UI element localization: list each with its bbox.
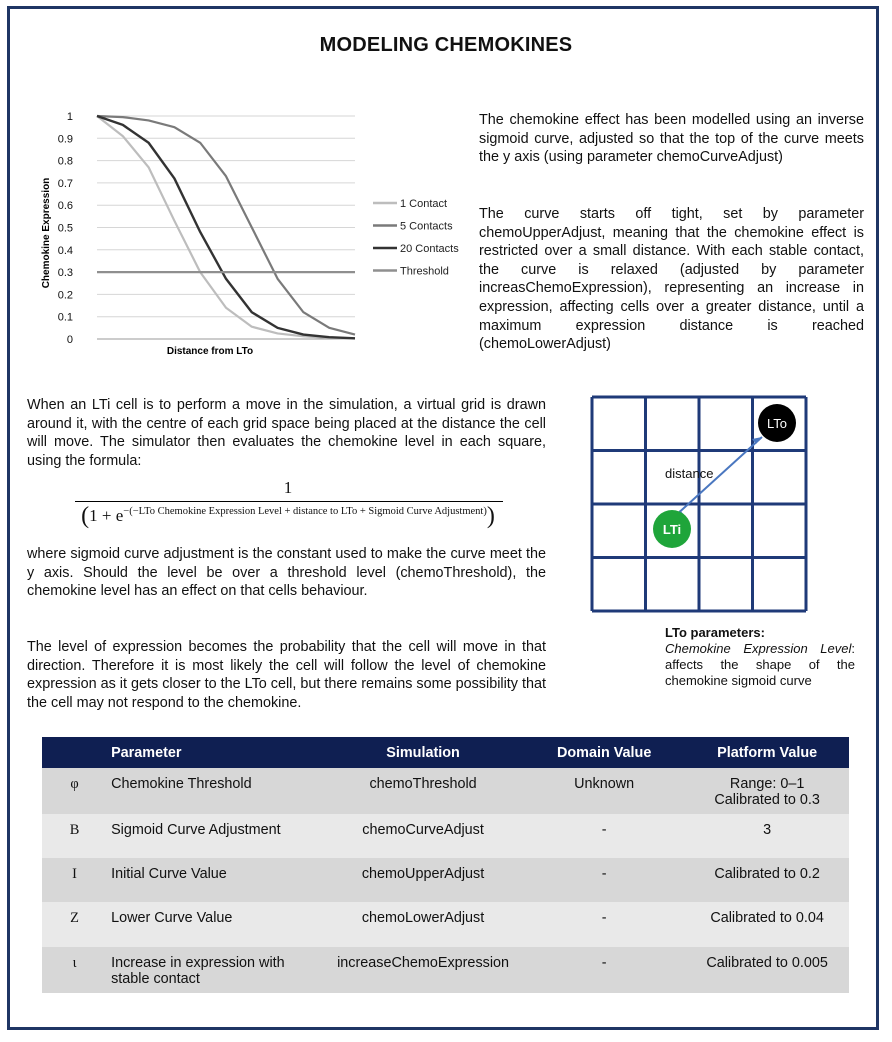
lto-parameter-text: : affects the shape of the chemokine sigmoid curve [665, 641, 855, 688]
cell-platform-value: Range: 0–1 Calibrated to 0.3 [685, 768, 849, 814]
cell-domain-value: Unknown [523, 768, 685, 814]
chart-y-tick-label: 0 [66, 334, 73, 346]
lto-parameter-term: Chemokine Expression Level [665, 641, 852, 656]
chart-y-tick-label: 0.9 [57, 133, 73, 146]
table-row [42, 768, 849, 814]
cell-simulation: increaseChemoExpression [323, 947, 523, 993]
cell-domain-value: - [523, 814, 685, 858]
table-row [42, 902, 849, 947]
cell-parameter: Sigmoid Curve Adjustment [107, 814, 323, 858]
chart-y-ticks [58, 111, 73, 346]
legend-label: 20 Contacts [400, 243, 459, 255]
cell-simulation: chemoThreshold [323, 768, 523, 814]
formula-numerator: 1 [283, 478, 293, 497]
paragraph-probability: The level of expression becomes the probability that the cell will move in that direction. Therefore it is most likely the cell will follow the level of chemokine expression as it gets closer to the LTo cell, but there remains some possibility that the cell may not respond to the chemokine. [27, 639, 546, 711]
paragraph-curve-model: The chemokine effect has been modelled using an inverse sigmoid curve, adjusted so that the top of the curve meets the y axis (using parameter chemoCurveAdjust) [479, 112, 864, 166]
cell-platform-value: 3 [685, 814, 849, 858]
cell-simulation: chemoLowerAdjust [323, 902, 523, 947]
cell-parameter: Initial Curve Value [107, 858, 323, 902]
formula-exponent: −(−LTo Chemokine Expression Level + distance to LTo + Sigmoid Curve Adjustment) [123, 506, 487, 517]
cell-platform-value: Calibrated to 0.005 [685, 947, 849, 993]
chart-x-axis-label: Distance from LTo [166, 346, 254, 357]
lto-label: LTo [767, 416, 787, 431]
cell-symbol: ι [42, 947, 107, 993]
cell-simulation: chemoCurveAdjust [323, 814, 523, 858]
header-parameter: Parameter [107, 737, 323, 768]
chemokine-formula [73, 478, 503, 530]
cell-parameter: Lower Curve Value [107, 902, 323, 947]
formula-fraction-bar [75, 501, 503, 502]
formula-denominator: $(1 + e^{-(-LTo Chemokine Expression Level + distance to LTo + Sigmoid Curve Adjustment)})$ [81, 503, 495, 529]
cell-symbol: Ζ [42, 902, 107, 947]
chart-y-tick-label: 0.1 [57, 311, 73, 324]
paragraph-virtual-grid: When an LTi cell is to perform a move in the simulation, a virtual grid is drawn around it, with the centre of each grid space being placed at the distance the cell will move. The simulator then evaluates the chemokine level in each square, using the formula: [27, 397, 546, 469]
chart-legend [373, 198, 459, 278]
distance-label: distance [665, 466, 714, 481]
chart-gridlines [97, 116, 355, 339]
table-row [42, 814, 849, 858]
cell-symbol: φ [42, 768, 107, 814]
cell-simulation: chemoUpperAdjust [323, 858, 523, 902]
header-domain-value: Domain Value [523, 737, 685, 768]
header-symbol [42, 737, 107, 768]
chart-y-tick-label: 0.5 [57, 222, 73, 235]
cell-domain-value: - [523, 902, 685, 947]
formula-base: 1 + e [89, 506, 124, 525]
chart-y-tick-label: 1 [66, 111, 73, 123]
chart-y-tick-label: 0.8 [57, 155, 73, 168]
lto-parameters-description [665, 641, 855, 689]
paragraph-curve-relax: The curve starts off tight, set by parameter chemoUpperAdjust, meaning that the chemokine effect is restricted over a small distance. With each stable contact, the curve is relaxed (adjusted by parameter increasChemoExpression), representing an increase in expression, affecting cells over a greater distance, until a maximum expression distance is reached (chemoLowerAdjust) [479, 206, 864, 353]
chart-y-tick-label: 0.7 [57, 177, 73, 190]
chart-series-5-contacts [97, 116, 355, 335]
cell-platform-value: Calibrated to 0.04 [685, 902, 849, 947]
table-header-row [42, 737, 849, 768]
cell-symbol: Ι [42, 858, 107, 902]
lto-parameters-heading: LTo parameters: [665, 625, 765, 640]
chart-y-tick-label: 0.3 [57, 267, 73, 280]
legend-label: 1 Contact [400, 198, 448, 210]
legend-label: Threshold [400, 265, 449, 278]
header-platform-value: Platform Value [685, 737, 849, 768]
movement-grid-diagram [590, 395, 808, 613]
table-row [42, 947, 849, 993]
page-title: MODELING CHEMOKINES [319, 34, 573, 56]
paragraph-threshold: where sigmoid curve adjustment is the constant used to make the curve meet the y axis. Should the level be over a threshold level (chemoThreshold), the chemokine level has an effect on that cells behaviour. [27, 546, 546, 600]
cell-domain-value: - [523, 858, 685, 902]
lti-label: LTi [662, 522, 682, 537]
cell-platform-value: Calibrated to 0.2 [685, 858, 849, 902]
table-row [42, 858, 849, 902]
chemokine-line-chart [35, 105, 465, 360]
cell-parameter: Chemokine Threshold [107, 768, 323, 814]
cell-symbol: Β [42, 814, 107, 858]
chart-y-tick-label: 0.6 [57, 200, 73, 213]
lto-parameters-note [665, 625, 855, 689]
legend-label: 5 Contacts [400, 220, 453, 233]
cell-parameter: Increase in expression with stable contact [107, 947, 323, 993]
chart-y-axis-label: Chemokine Expression [41, 177, 52, 289]
cell-domain-value: - [523, 947, 685, 993]
header-simulation: Simulation [323, 737, 523, 768]
parameters-table [42, 737, 849, 993]
chart-y-tick-label: 0.2 [57, 289, 73, 302]
chart-y-tick-label: 0.4 [57, 244, 73, 257]
